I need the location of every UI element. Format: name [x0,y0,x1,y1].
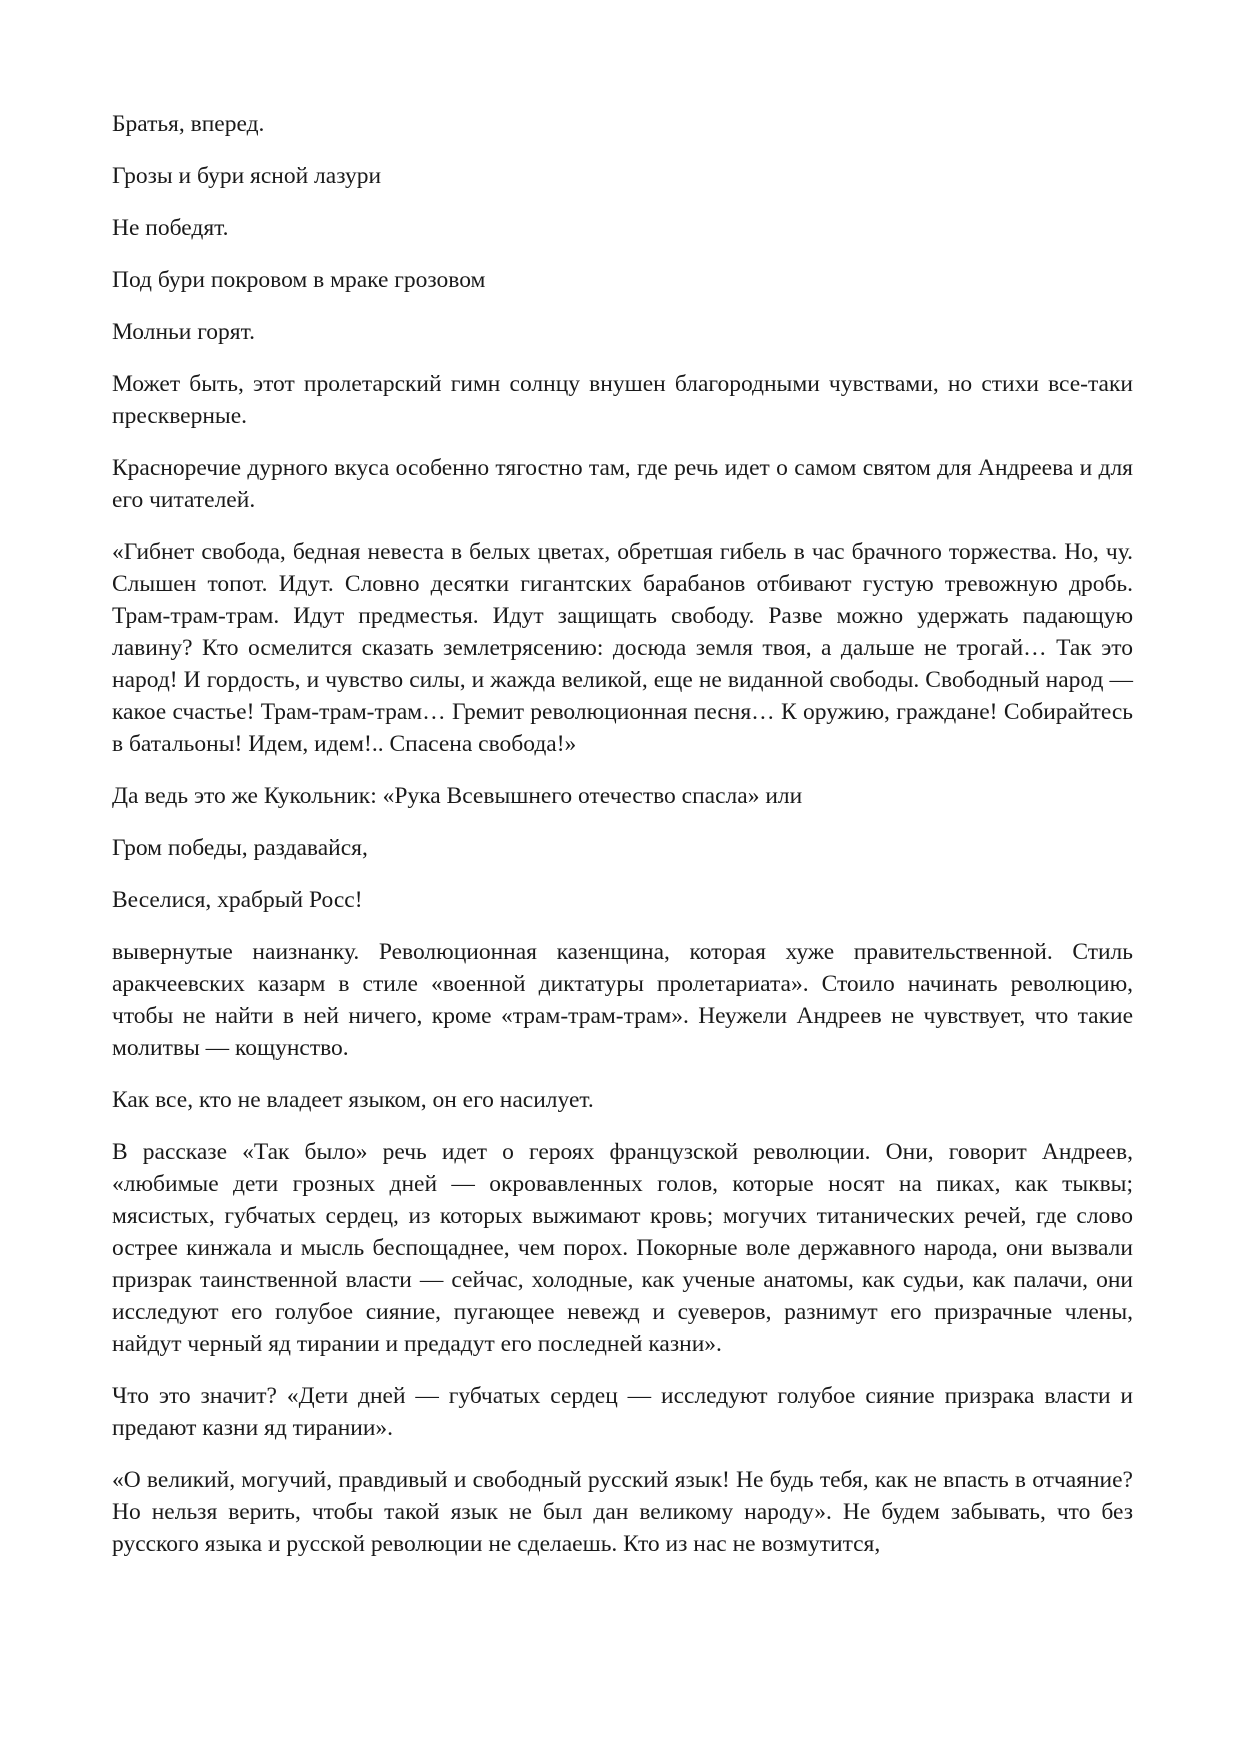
verse-line: Веселися, храбрый Росс! [112,887,363,913]
body-paragraph: Да ведь это же Кукольник: «Рука Всевышнего отечество спасла» или [112,783,803,809]
verse-line: Братья, вперед. [112,111,265,137]
verse-line: Не победят. [112,215,229,241]
body-paragraph: Может быть, этот пролетарский гимн солнцу внушен благородными чувствами, но стихи все-таки прескверные. [112,371,1133,429]
verse-line: Гром победы, раздавайся, [112,835,368,861]
body-paragraph: «О великий, могучий, правдивый и свободный русский язык! Не будь тебя, как не впасть в отчаяние? Но нельзя верить, чтобы такой язык не был дан великому народу». Не будем забывать, что без русского языка и русской революции не сделаешь. Кто из нас не возмутится, [112,1467,1133,1557]
quote-paragraph: «Гибнет свобода, бедная невеста в белых цветах, обретшая гибель в час брачного торжества. Но, чу. Слышен топот. Идут. Словно десятки гигантских барабанов отбивают густую тревожную дробь. Трам-трам-трам. Идут предместья. Идут защищать свободу. Разве можно удержать падающую лавину? Кто осмелится сказать землетрясению: досюда земля твоя, а дальше не трогай… Так это народ! И гордость, и чувство силы, и жажда великой, еще не виданной свободы. Свободный народ — какое счастье! Трам-трам-трам… Гремит революционная песня… К оружию, граждане! Собирайтесь в батальоны! Идем, идем!.. Спасена свобода!» [112,539,1133,757]
body-paragraph: вывернутые наизнанку. Революционная казенщина, которая хуже правительственной. Стиль аракчеевских казарм в стиле «военной диктатуры пролетариата». Стоило начинать революцию, чтобы не найти в ней ничего, кроме «трам-трам-трам». Неужели Андреев не чувствует, что такие молитвы — кощунство. [112,939,1133,1061]
body-paragraph: Что это значит? «Дети дней — губчатых сердец — исследуют голубое сияние призрака власти и предают казни яд тирании». [112,1383,1133,1441]
verse-line: Молньи горят. [112,319,255,345]
document-page [112,108,1133,1580]
body-paragraph: Как все, кто не владеет языком, он его насилует. [112,1087,594,1113]
verse-line: Грозы и бури ясной лазури [112,163,382,189]
verse-line: Под бури покровом в мраке грозовом [112,267,486,293]
body-paragraph: В рассказе «Так было» речь идет о героях французской революции. Они, говорит Андреев, «любимые дети грозных дней — окровавленных голов, которые носят на пиках, как тыквы; мясистых, губчатых сердец, из которых выжимают кровь; могучих титанических речей, где слово острее кинжала и мысль беспощаднее, чем порох. Покорные воле державного народа, они вызвали призрак таинственной власти — сейчас, холодные, как ученые анатомы, как судьи, как палачи, они исследуют его голубое сияние, пугающее невежд и суеверов, разнимут его призрачные члены, найдут черный яд тирании и предадут его последней казни». [112,1139,1133,1357]
body-paragraph: Красноречие дурного вкуса особенно тягостно там, где речь идет о самом святом для Андреева и для его читателей. [112,455,1133,513]
